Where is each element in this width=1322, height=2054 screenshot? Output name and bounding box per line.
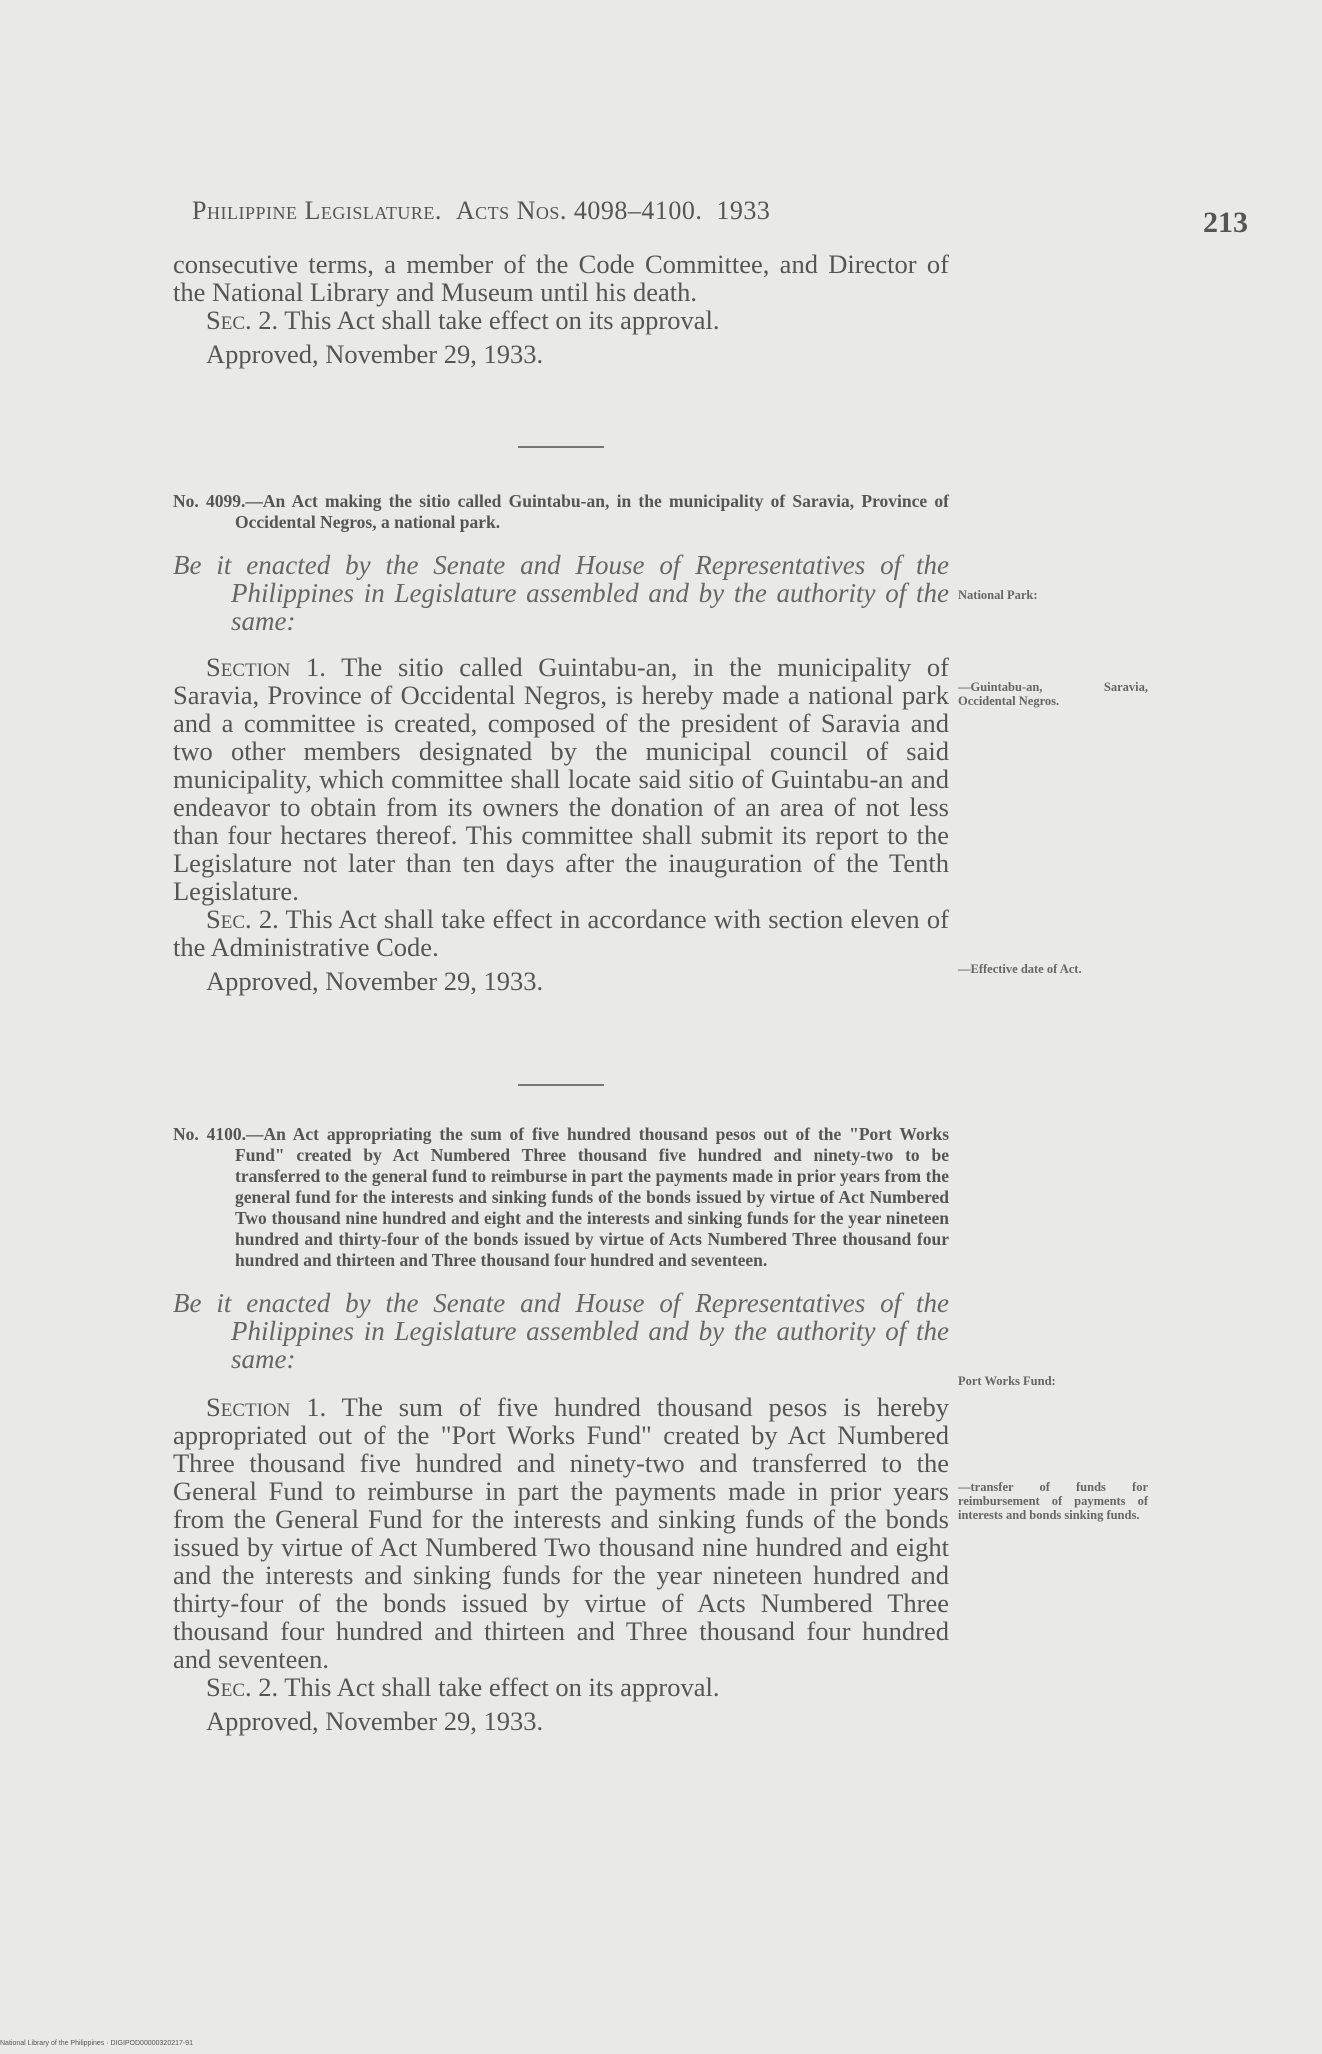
running-head-legislature: Philippine Legislature. bbox=[192, 196, 442, 225]
section-label: Section 1. bbox=[206, 1392, 327, 1422]
act-4100-title-text: —An Act appropriating the sum of five hundred thousand pesos out of the "Port Works Fund" created by Act Numbered Three thousand five hundred and ninety-two to be transferred to the general fund to reimburse in part the payments made in prior years from the general fund for the interests and sinking funds of the bonds issued by virtue of Act Numbered Two thousand nine hundred and eight and the interests and sinking funds for the year nineteen hundred and thirty-four of the bonds issued by virtue of Acts Numbered Three thousand four hundred and thirteen and Three thousand four hundred and seventeen. bbox=[235, 1124, 950, 1270]
section-label: Sec. 2. bbox=[206, 904, 279, 934]
page-number: 213 bbox=[1203, 206, 1248, 239]
act-4100 bbox=[173, 1124, 949, 1735]
act-4099-enacting-clause: Be it enacted by the Senate and House of Representatives of the Philippines in Legislature assembled and by the authority of the same: bbox=[173, 550, 949, 636]
section-label: Sec. 2. bbox=[206, 1672, 279, 1702]
act-4100-title bbox=[173, 1124, 949, 1271]
section-text: The sum of five hundred thousand pesos is hereby appropriated out of the "Port Works Fund" created by Act Numbered Three thousand five hundred and ninety-two and transferred to the General Fund to reimburse in part the payments made in prior years from the General Fund for the interests and sinking funds of the bonds issued by virtue of Act Numbered Two thousand nine hundred and eight and the interests and sinking funds for the year nineteen hundred and thirty-four of the bonds issued by virtue of Acts Numbered Three thousand four hundred and thirteen and Three thousand four hundred and seventeen. bbox=[173, 1392, 949, 1674]
act-4099-section-2 bbox=[173, 905, 949, 961]
act-4100-approved: Approved, November 29, 1933. bbox=[206, 1706, 544, 1736]
act-4099-title bbox=[173, 491, 949, 533]
divider-rule bbox=[518, 1084, 604, 1086]
margin-note-effective-date: —Effective date of Act. bbox=[958, 962, 1082, 976]
section-text: The sitio called Guintabu-an, in the municipality of Saravia, Province of Occidental Negros, is hereby made a national park and a committee is created, composed of the president of Saravia and two other members designated by the municipal council of said municipality, which committee shall locate said sitio of Guintabu-an and endeavor to obtain from its owners the donation of an area of not less than four hectares thereof. This committee shall submit its report to the Legislature not later than ten days after the inauguration of the Tenth Legislature. bbox=[173, 652, 949, 906]
previous-act-continuation bbox=[173, 250, 949, 368]
act-4099-title-text: —An Act making the sitio called Guintabu-an, in the municipality of Saravia, Province of Occidental Negros, a national park. bbox=[235, 491, 950, 532]
act-4099 bbox=[173, 491, 949, 995]
running-head-acts: Acts Nos. 4098–4100. bbox=[455, 196, 703, 225]
running-head-year: 1933 bbox=[716, 196, 771, 225]
act-4099-approved: Approved, November 29, 1933. bbox=[206, 966, 544, 996]
act-4099-section-1 bbox=[173, 653, 949, 905]
act-4100-section-1 bbox=[173, 1393, 949, 1673]
section-text: This Act shall take effect on its approval. bbox=[278, 1672, 720, 1702]
running-head bbox=[192, 196, 952, 226]
section-text: This Act shall take effect on its approval. bbox=[278, 305, 720, 335]
continuation-approved: Approved, November 29, 1933. bbox=[206, 339, 544, 369]
section-label: Sec. 2. bbox=[206, 305, 279, 335]
margin-note-port-works-fund: Port Works Fund: bbox=[958, 1374, 1056, 1388]
act-4100-number: No. 4100. bbox=[173, 1124, 246, 1144]
margin-note-guintabu-an: —Guintabu-an, Saravia, Occidental Negros. bbox=[958, 680, 1148, 708]
scan-footer-credit: National Library of the Philippines · DIGIPOD00000320217-91 bbox=[0, 2040, 194, 2047]
act-4099-number: No. 4099. bbox=[173, 491, 246, 511]
continuation-section-2 bbox=[173, 306, 949, 334]
divider-rule bbox=[518, 446, 604, 448]
act-4100-enacting-clause: Be it enacted by the Senate and House of Representatives of the Philippines in Legislature assembled and by the authority of the same: bbox=[173, 1288, 949, 1374]
section-label: Section 1. bbox=[206, 652, 326, 682]
act-4100-section-2 bbox=[173, 1673, 949, 1701]
section-text: This Act shall take effect in accordance with section eleven of the Administrative Code. bbox=[173, 904, 949, 962]
continuation-text: consecutive terms, a member of the Code Committee, and Director of the National Library and Museum until his death. bbox=[173, 249, 949, 307]
margin-note-transfer-of-funds: —transfer of funds for reimbursement of payments of interests and bonds sinking funds. bbox=[958, 1480, 1148, 1522]
margin-note-national-park: National Park: bbox=[958, 588, 1038, 602]
